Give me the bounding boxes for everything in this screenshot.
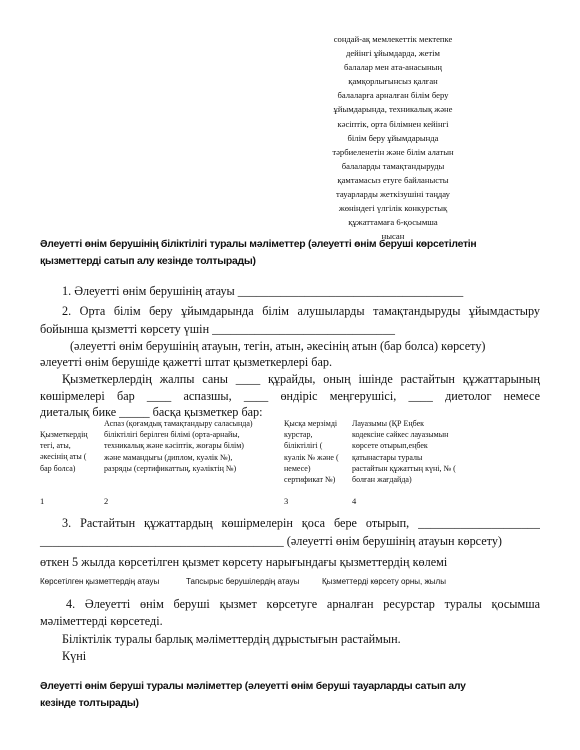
heading-line: Әлеуетті өнім беруші туралы мәліметтер (әлеуетті өнім беруші тауарларды сатып алу — [40, 681, 466, 692]
staff-line3: диеталық бике _____ басқа қызметкер бар: — [40, 405, 263, 419]
header-line: кодексіне сәйкес лауазымын — [352, 430, 449, 440]
header-line: тегі, аты, — [40, 441, 71, 451]
header-line: көрсете отырып,еңбек — [352, 441, 428, 451]
header-line: Аспаз (қоғамдық тамақтандыру саласында) — [104, 419, 253, 428]
item3-line2: ________________________________________ (әлеуетті өнім берушінің атауын көрсету) — [40, 534, 502, 548]
header-line: куәлік № және ( — [284, 452, 339, 462]
header-line: курстар, — [284, 430, 313, 440]
appendix-note — [318, 32, 468, 243]
label-customers: Тапсырыс берушілердің атауы — [186, 577, 300, 586]
heading-line: Әлеуетті өнім берушінің біліктілігі туралы мәліметтер (әлеуетті өнім беруші көрсетілетін — [40, 239, 477, 250]
appendix-line: қамқорлығынсыз қалған — [348, 76, 438, 87]
date-line: Күні — [62, 649, 87, 663]
appendix-line: нысан — [381, 231, 405, 242]
column-number: 4 — [352, 496, 357, 506]
appendix-line: балаларды тамақтандыруды — [341, 160, 445, 171]
header-line: Қызметкердің — [40, 430, 88, 439]
header-line: сертификат №) — [284, 475, 336, 485]
header-line: біліктілігі ( — [284, 441, 323, 451]
staff-table — [40, 418, 540, 510]
appendix-line: жөніндегі үлгілік конкурстық — [338, 203, 448, 214]
column-header — [104, 418, 282, 474]
header-line: разряды (сертификаттың, куәліктің №) — [104, 463, 237, 473]
appendix-line: кәсіптік, орта білімнен кейінгі — [337, 118, 449, 129]
column-number: 1 — [40, 496, 45, 506]
staff-line1: Қызметкерлердің жалпы саны ____ құрайды, оның ішінде растайтын құжаттарының — [62, 372, 540, 386]
column-number: 3 — [284, 496, 289, 506]
header-line: болған жағдайда) — [352, 475, 412, 485]
item2-line4: әлеуетті өнім берушіде қажетті штат қызметкерлері бар. — [40, 355, 333, 369]
header-line: Лауазымы (ҚР Еңбек — [352, 419, 425, 428]
section2-heading — [40, 678, 548, 712]
header-line: әкесінің аты ( — [40, 452, 87, 462]
label-place-year: Қызметтерді көрсету орны, жылы — [322, 577, 446, 586]
header-line: және мамандығы (диплом, куәлік №), — [104, 452, 233, 462]
appendix-line: балаларға арналған білім беру — [337, 90, 449, 101]
staff-line2: көшірмелері бар ____ аспазшы, ____ өндіріс меңгерушісі, ____ диетолог немесе — [40, 389, 540, 403]
appendix-line: тауарларды жеткізушіні таңдау — [336, 189, 450, 200]
table-column-3 — [284, 418, 350, 506]
item4-line1: 4. Әлеуетті өнім беруші қызмет көрсетуге арналған ресурстар туралы қосымша — [66, 597, 540, 611]
appendix-line: құжаттамаға 6-қосымша — [348, 217, 438, 228]
table-column-2 — [104, 418, 282, 506]
header-line: біліктілігі берілген білімі (орта-арнайы, — [104, 430, 240, 440]
column-header — [284, 418, 350, 485]
appendix-line: тәрбиеленетін және білім алатын — [332, 146, 454, 157]
appendix-line: қамтамасыз етуге байланысты — [337, 174, 449, 185]
table-column-4 — [352, 418, 476, 506]
heading-line: қызметтерді сатып алу кезінде толтырады) — [40, 256, 256, 267]
appendix-line: дейінгі ұйымдарда, жетім — [345, 48, 440, 59]
column-header — [40, 429, 100, 474]
table-column-1 — [40, 418, 100, 506]
appendix-line: балалар мен ата-анасының — [344, 62, 442, 73]
item1-supplier-name: 1. Әлеуетті өнім берушінің атауы _____________________________________ — [62, 284, 464, 298]
heading-line: кезінде толтырады) — [40, 698, 139, 709]
section1-heading — [40, 236, 548, 270]
item3-line1: 3. Растайтын құжаттардың көшірмелерін қоса бере отырып, ____________________ — [62, 516, 540, 530]
header-line: техникалық және кәсіптік, жоғары білім) — [104, 441, 244, 451]
label-services: Көрсетілген қызметтердің атауы — [40, 577, 160, 586]
header-line: Қысқа мерзімді — [284, 419, 338, 428]
appendix-line: ұйымдарында, техникалық және — [333, 104, 453, 115]
column-header — [352, 418, 476, 485]
confirmation-line: Біліктілік туралы барлық мәліметтердің дұрыстығын растаймын. — [62, 632, 401, 646]
header-line: растайтын құжаттың күні, № ( — [352, 463, 456, 473]
header-line: қатынастары туралы — [352, 452, 423, 462]
item4-line2: мәліметтерді көрсетеді. — [40, 614, 163, 628]
header-line: бар болса) — [40, 463, 76, 473]
item2-line2: бойынша қызметті көрсету үшін ______________________________ — [40, 322, 395, 336]
item2-line3: (әлеуетті өнім берушінің атауын, тегін, атын, әкесінің атын (бар болса) көрсету) — [70, 339, 486, 353]
header-line: немесе) — [284, 463, 311, 473]
item2-line1: 2. Орта білім беру ұйымдарында білім алушыларды тамақтандыруды ұйымдастыру — [62, 304, 540, 318]
item3-line3: өткен 5 жылда көрсетілген қызмет көрсету нарығындағы қызметтердің көлемі — [40, 555, 448, 569]
appendix-line: білім беру ұйымдарында — [347, 132, 439, 143]
appendix-line: сондай-ақ мемлекеттік мектепке — [333, 34, 453, 44]
column-number: 2 — [104, 496, 109, 506]
